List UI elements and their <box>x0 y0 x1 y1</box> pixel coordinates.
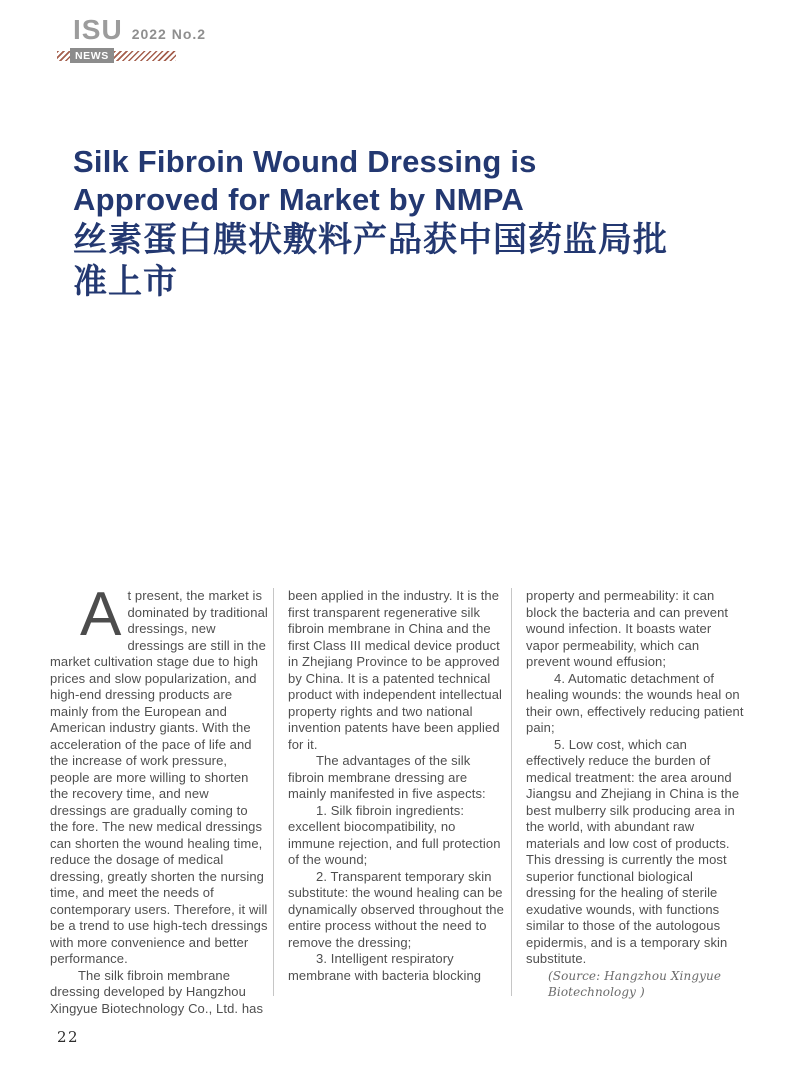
article-title-en-line1: Silk Fibroin Wound Dressing is <box>73 144 537 179</box>
paragraph-intro <box>50 580 268 968</box>
masthead-logo-row <box>73 16 206 44</box>
article-title-zh-line2: 准上市 <box>73 263 178 301</box>
paragraph-silk-fibroin: The silk fibroin membrane dressing developed by Hangzhou Xingyue Biotechnology Co., Ltd. has <box>50 967 264 1016</box>
page-number: 22 <box>57 1028 80 1046</box>
paragraph-intro-text: t present, the market is dominated by traditional dressings, new dressings are still in the market cultivation stage due to high prices and slow popularization, and high-end dressing products are mainly from the European and American industry giants. With the acceleration of the pace of life and the increase of work pressure, people are more willing to shorten the recovery time, and new dressings are gradually coming to the fore. The new medical dressings can shorten the wound healing time, reduce the dosage of medical dressing, greatly shorten the nursing time, and meet the needs of contemporary users. Therefore, it will be a trend to use high-tech dressings with more convenience and better performance. <box>50 588 268 966</box>
news-banner <box>57 48 176 63</box>
article-title <box>73 143 673 303</box>
list-item-3-end: property and permeability: it can block the bacteria and can prevent wound infection. It boasts water vapor permeability, which can prevent wound effusion; <box>526 588 729 669</box>
list-item-5: 5. Low cost, which can effectively reduce the burden of medical treatment: the area around Jiangsu and Zhejiang in China is the best mulberry silk producing area in the world, with abundant raw materials and low cost of products. This dressing is currently the most superior functional biological dressing for the healing of sterile exudative wounds, with functions similar to those of the autologous epidermis, and is a temporary skin substitute. <box>526 736 740 966</box>
article-column-1 <box>50 580 268 1016</box>
article-body <box>50 580 750 1016</box>
article-title-en-line2: Approved for Market by NMPA <box>73 182 524 217</box>
column-divider-2 <box>511 588 512 996</box>
hatch-stripes-right-icon <box>114 51 176 61</box>
paragraph-applied-industry: been applied in the industry. It is the first transparent regenerative silk fibroin membrane in China and the first Class III medical device product in Zhejiang Province to be approved by China. It is a patented technical product with independent intellectual property rights and two national invention patents have been applied for it. <box>288 588 503 752</box>
dropcap-letter: A <box>80 580 122 649</box>
article-column-3 <box>526 588 744 1000</box>
list-item-3-start: 3. Intelligent respiratory membrane with bacteria blocking <box>288 951 482 983</box>
column-divider-1 <box>273 588 274 996</box>
list-item-4: 4. Automatic detachment of healing wounds: the wounds heal on their own, effectively reducing patient pain; <box>526 670 744 735</box>
hatch-stripes-left-icon <box>57 51 70 61</box>
list-item-2: 2. Transparent temporary skin substitute: the wound healing can be dynamically observed throughout the entire process without the need to remove the dressing; <box>288 868 504 950</box>
article-column-2 <box>288 588 506 1000</box>
news-badge: NEWS <box>70 48 114 63</box>
article-title-zh-line1: 丝素蛋白膜状敷料产品获中国药监局批 <box>73 221 668 259</box>
masthead <box>73 16 206 44</box>
issue-number: 2022 No.2 <box>131 26 207 42</box>
source-attribution: (Source: Hangzhou Xingyue Biotechnology ) <box>548 968 722 999</box>
isu-logo: ISU <box>73 14 123 45</box>
list-item-1: 1. Silk fibroin ingredients: excellent biocompatibility, no immune rejection, and full protection of the wound; <box>288 802 501 867</box>
paragraph-advantages: The advantages of the silk fibroin membrane dressing are mainly manifested in five aspects: <box>288 753 486 801</box>
